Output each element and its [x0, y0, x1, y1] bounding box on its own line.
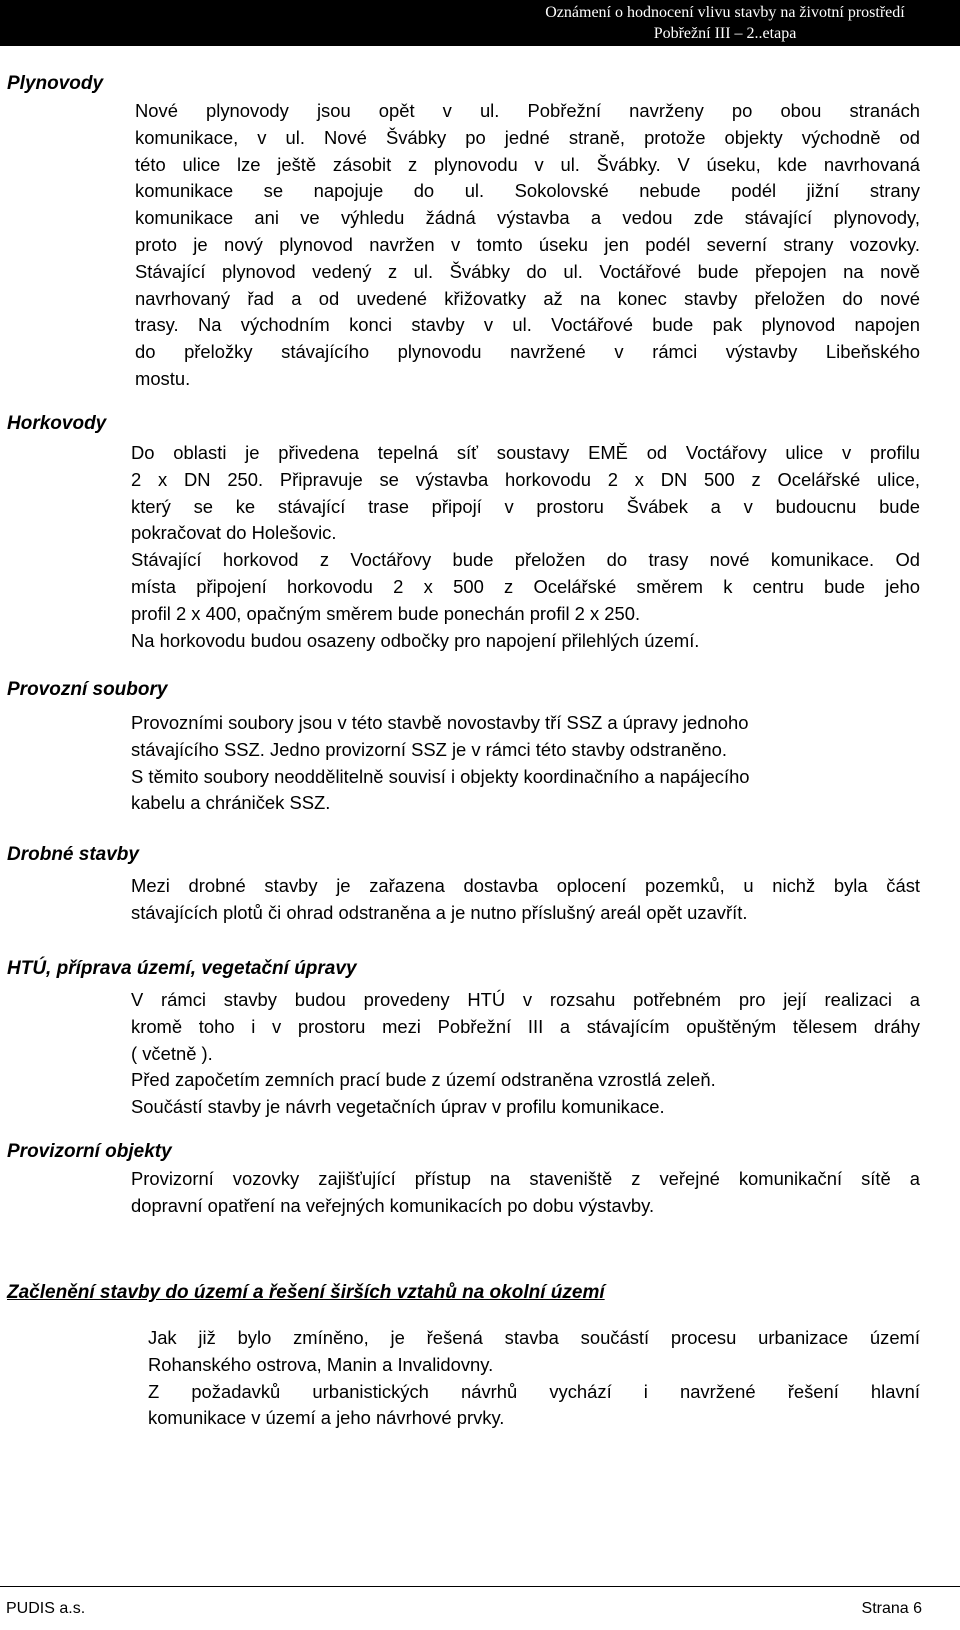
text-line: Stávající plynovod vedený z ul. Švábky do ul. Voctářové bude přepojen na nově: [135, 260, 920, 282]
text-line: stávajících plotů či ohrad odstraněna a je nutno příslušný areál opět uzavřít.: [131, 901, 748, 923]
section-body-drobne-stavby: [131, 873, 920, 927]
section-heading-zacleneni-stavby: Začlenění stavby do území a řešení širších vztahů na okolní území: [7, 1282, 605, 1303]
text-line: Mezi drobné stavby je zařazena dostavba oplocení pozemků, u nichž byla část: [131, 875, 920, 896]
text-line: S těmito soubory neoddělitelně souvisí i objekty koordinačního a napájecího: [131, 765, 750, 787]
text-line: kabelu a chrániček SSZ.: [131, 792, 331, 814]
text-line: Jak již bylo zmíněno, je řešená stavba součástí procesu urbanizace území: [148, 1327, 920, 1348]
text-line: proto je nový plynovod navržen v tomto úseku jen podél severní strany vozovky.: [135, 233, 920, 255]
text-line: Nové plynovody jsou opět v ul. Pobřežní navrženy po obou stranách: [135, 100, 920, 121]
footer-company: PUDIS a.s.: [6, 1600, 86, 1617]
header-text: [490, 0, 960, 44]
footer-page-number: Strana 6: [861, 1600, 922, 1617]
text-line: Z požadavků urbanistických návrhů vychází i navržené řešení hlavní: [148, 1380, 920, 1402]
text-line: trasy. Na východním konci stavby v ul. Voctářové bude pak plynovod napojen: [135, 314, 920, 336]
text-line: ( včetně ).: [131, 1042, 213, 1064]
text-line: komunikace v území a jeho návrhové prvky.: [148, 1407, 505, 1429]
section-heading-provozni-soubory: Provozní soubory: [7, 679, 168, 700]
section-heading-provizorni-objekty: Provizorní objekty: [7, 1141, 172, 1162]
text-line: Provozními soubory jsou v této stavbě novostavby tří SSZ a úpravy jednoho: [131, 712, 749, 733]
text-line: stávajícího SSZ. Jedno provizorní SSZ je v rámci této stavby odstraněno.: [131, 738, 727, 760]
section-body-provozni-soubory: [131, 710, 920, 817]
section-body-provizorni-objekty: [131, 1166, 920, 1220]
text-line: Rohanského ostrova, Manin a Invalidovny.: [148, 1353, 494, 1375]
header-subtitle: Pobřežní III – 2..etapa: [653, 25, 797, 42]
text-line: dopravní opatření na veřejných komunikacích po dobu výstavby.: [131, 1194, 655, 1216]
text-line: který se ke stávající trase připojí v prostoru Švábek a v budoucnu bude: [131, 495, 920, 517]
text-line: profil 2 x 400, opačným směrem bude ponechán profil 2 x 250.: [131, 602, 641, 624]
section-heading-plynovody: Plynovody: [7, 73, 104, 94]
text-line: Provizorní vozovky zajišťující přístup na staveniště z veřejné komunikační sítě a: [131, 1168, 920, 1189]
text-line: do přeložky stávajícího plynovodu navržené v rámci výstavby Libeňského: [135, 341, 920, 363]
footer-divider: [0, 1586, 960, 1587]
text-line: kromě toho i v prostoru mezi Pobřežní III a stávajícím opuštěným tělesem dráhy: [131, 1015, 920, 1037]
text-line: Před započetím zemních prací bude z území odstraněna vzrostlá zeleň.: [131, 1069, 716, 1091]
text-line: Na horkovodu budou osazeny odbočky pro napojení přilehlých území.: [131, 629, 700, 651]
text-line: Stávající horkovod z Voctářovy bude přeložen do trasy nové komunikace. Od: [131, 549, 920, 571]
text-line: této ulice lze ještě zásobit z plynovodu v ul. Švábky. V úseku, kde navrhovaná: [135, 153, 920, 175]
section-body-plynovody: [135, 98, 920, 393]
text-line: komunikace, v ul. Nové Švábky po jedné straně, protože objekty východně od: [135, 126, 920, 148]
text-line: mostu.: [135, 367, 191, 389]
section-heading-horkovody: Horkovody: [7, 413, 107, 434]
section-body-zacleneni-stavby: [148, 1325, 920, 1432]
text-line: V rámci stavby budou provedeny HTÚ v rozsahu potřebném pro její realizaci a: [131, 989, 920, 1010]
text-line: Součástí stavby je návrh vegetačních úprav v profilu komunikace.: [131, 1096, 665, 1118]
section-heading-htu: HTÚ, příprava území, vegetační úpravy: [7, 958, 357, 979]
section-body-htu: [131, 987, 920, 1121]
text-line: místa připojení horkovodu 2 x 500 z Ocelářské směrem k centru bude jeho: [131, 575, 920, 597]
text-line: 2 x DN 250. Připravuje se výstavba horkovodu 2 x DN 500 z Ocelářské ulice,: [131, 468, 920, 490]
header-title: Oznámení o hodnocení vlivu stavby na životní prostředí: [545, 4, 905, 21]
text-line: komunikace ani ve výhledu žádná výstavba a vedou zde stávající plynovody,: [135, 207, 920, 229]
text-line: pokračovat do Holešovic.: [131, 522, 337, 544]
text-line: navrhovaný řad a od uvedené křižovatky až na konec stavby přeložen do nové: [135, 287, 920, 309]
text-line: Do oblasti je přivedena tepelná síť soustavy EMĚ od Voctářovy ulice v profilu: [131, 442, 920, 463]
text-line: komunikace se napojuje do ul. Sokolovské nebude podél jižní strany: [135, 180, 920, 202]
section-body-horkovody: [131, 440, 920, 654]
section-heading-drobne-stavby: Drobné stavby: [7, 844, 139, 865]
